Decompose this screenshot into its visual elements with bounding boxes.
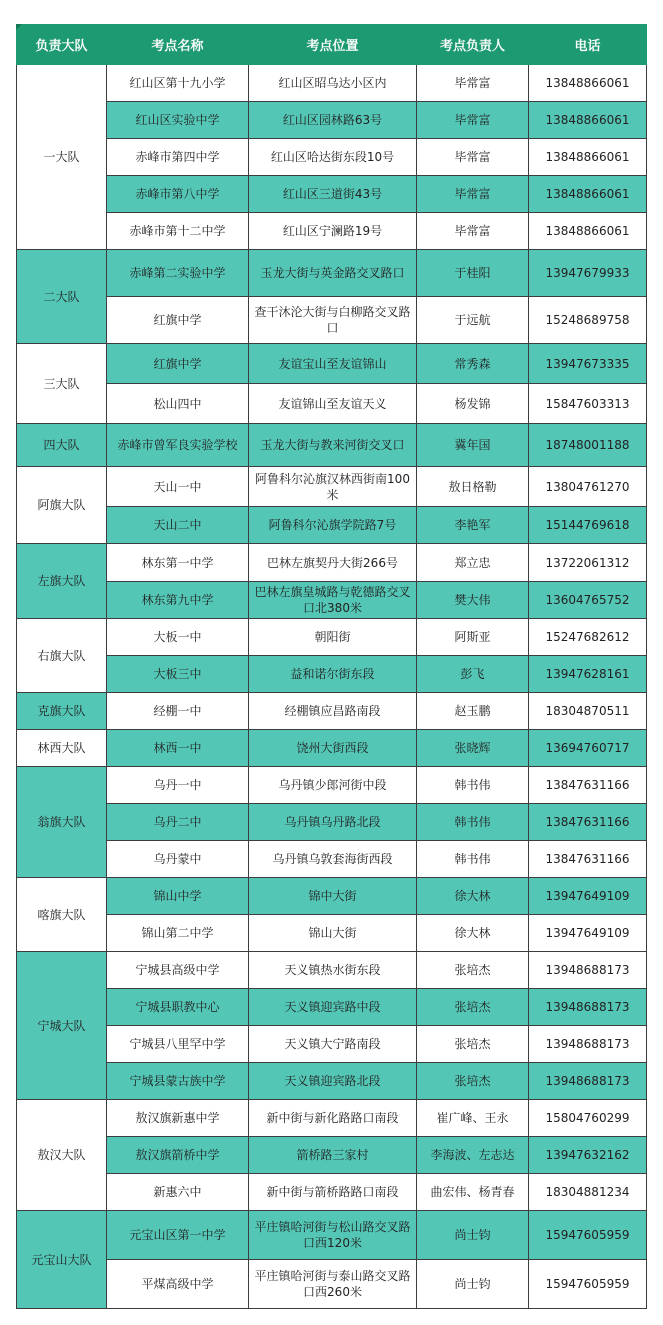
site-name-cell: 宁城县八里罕中学 xyxy=(107,1026,249,1063)
exam-site-table xyxy=(16,24,647,1309)
phone-cell: 13604765752 xyxy=(529,582,647,619)
site-manager-cell: 于桂阳 xyxy=(417,250,529,297)
phone-cell: 13948688173 xyxy=(529,1026,647,1063)
site-location-cell: 锦山大街 xyxy=(249,915,417,952)
phone-cell: 18304870511 xyxy=(529,693,647,730)
site-location-cell: 乌丹镇少郎河街中段 xyxy=(249,767,417,804)
site-location-cell: 红山区三道街43号 xyxy=(249,176,417,213)
site-name-cell: 宁城县高级中学 xyxy=(107,952,249,989)
site-manager-cell: 徐大林 xyxy=(417,878,529,915)
table-row xyxy=(17,544,647,582)
table-header xyxy=(17,25,647,65)
site-location-cell: 乌丹镇乌丹路北段 xyxy=(249,804,417,841)
phone-cell: 13947649109 xyxy=(529,915,647,952)
site-name-cell: 林西一中 xyxy=(107,730,249,767)
team-cell: 阿旗大队 xyxy=(17,467,107,544)
table-row xyxy=(17,1211,647,1260)
site-manager-cell: 冀年国 xyxy=(417,424,529,467)
site-location-cell: 友谊宝山至友谊锦山 xyxy=(249,344,417,384)
table-row xyxy=(17,730,647,767)
table-row xyxy=(17,176,647,213)
team-cell: 喀旗大队 xyxy=(17,878,107,952)
phone-cell: 13848866061 xyxy=(529,102,647,139)
site-manager-cell: 杨发锦 xyxy=(417,384,529,424)
phone-cell: 15804760299 xyxy=(529,1100,647,1137)
phone-cell: 13848866061 xyxy=(529,213,647,250)
site-name-cell: 红旗中学 xyxy=(107,297,249,344)
phone-cell: 13947673335 xyxy=(529,344,647,384)
team-cell: 克旗大队 xyxy=(17,693,107,730)
site-location-cell: 天义镇大宁路南段 xyxy=(249,1026,417,1063)
table-row xyxy=(17,424,647,467)
table-row xyxy=(17,139,647,176)
site-manager-cell: 李海波、左志达 xyxy=(417,1137,529,1174)
site-name-cell: 赤峰第二实验中学 xyxy=(107,250,249,297)
header-site-manager: 考点负责人 xyxy=(417,25,529,65)
table-row xyxy=(17,1137,647,1174)
header-site-name: 考点名称 xyxy=(107,25,249,65)
site-manager-cell: 张培杰 xyxy=(417,1063,529,1100)
team-cell: 左旗大队 xyxy=(17,544,107,619)
site-location-cell: 乌丹镇乌敦套海街西段 xyxy=(249,841,417,878)
site-location-cell: 平庄镇哈河街与松山路交叉路口西120米 xyxy=(249,1211,417,1260)
table-row xyxy=(17,1063,647,1100)
site-manager-cell: 赵玉鹏 xyxy=(417,693,529,730)
team-cell: 宁城大队 xyxy=(17,952,107,1100)
site-name-cell: 红旗中学 xyxy=(107,344,249,384)
phone-cell: 13948688173 xyxy=(529,952,647,989)
table-row xyxy=(17,1100,647,1137)
phone-cell: 13948688173 xyxy=(529,989,647,1026)
site-name-cell: 红山区第十九小学 xyxy=(107,65,249,102)
site-manager-cell: 徐大林 xyxy=(417,915,529,952)
cell-corner-marker xyxy=(16,24,22,30)
phone-cell: 13722061312 xyxy=(529,544,647,582)
team-cell: 三大队 xyxy=(17,344,107,424)
site-name-cell: 赤峰市第八中学 xyxy=(107,176,249,213)
site-name-cell: 平煤高级中学 xyxy=(107,1260,249,1309)
site-name-cell: 大板三中 xyxy=(107,656,249,693)
site-name-cell: 松山四中 xyxy=(107,384,249,424)
table-row xyxy=(17,915,647,952)
site-manager-cell: 张培杰 xyxy=(417,1026,529,1063)
site-location-cell: 阿鲁科尔沁旗汉林西街南100米 xyxy=(249,467,417,507)
table-row xyxy=(17,1260,647,1309)
header-phone: 电话 xyxy=(529,25,647,65)
site-location-cell: 玉龙大街与教来河街交叉口 xyxy=(249,424,417,467)
site-name-cell: 敖汉旗新惠中学 xyxy=(107,1100,249,1137)
site-location-cell: 友谊锦山至友谊天义 xyxy=(249,384,417,424)
site-name-cell: 新惠六中 xyxy=(107,1174,249,1211)
phone-cell: 13947628161 xyxy=(529,656,647,693)
phone-cell: 15947605959 xyxy=(529,1211,647,1260)
table-row xyxy=(17,65,647,102)
site-location-cell: 天义镇迎宾路中段 xyxy=(249,989,417,1026)
site-name-cell: 林东第九中学 xyxy=(107,582,249,619)
phone-cell: 15248689758 xyxy=(529,297,647,344)
table-row xyxy=(17,250,647,297)
table-row xyxy=(17,384,647,424)
table-row xyxy=(17,467,647,507)
site-name-cell: 天山二中 xyxy=(107,507,249,544)
site-name-cell: 锦山第二中学 xyxy=(107,915,249,952)
site-name-cell: 宁城县蒙古族中学 xyxy=(107,1063,249,1100)
site-location-cell: 红山区宁澜路19号 xyxy=(249,213,417,250)
phone-cell: 18304881234 xyxy=(529,1174,647,1211)
site-location-cell: 新中街与新化路路口南段 xyxy=(249,1100,417,1137)
site-manager-cell: 常秀森 xyxy=(417,344,529,384)
site-location-cell: 经棚镇应昌路南段 xyxy=(249,693,417,730)
site-manager-cell: 崔广峰、王永 xyxy=(417,1100,529,1137)
site-name-cell: 宁城县职教中心 xyxy=(107,989,249,1026)
phone-cell: 15947605959 xyxy=(529,1260,647,1309)
site-location-cell: 益和诺尔街东段 xyxy=(249,656,417,693)
table-row xyxy=(17,1174,647,1211)
site-location-cell: 巴林左旗皇城路与乾德路交叉口北380米 xyxy=(249,582,417,619)
site-name-cell: 赤峰市第四中学 xyxy=(107,139,249,176)
table-row xyxy=(17,582,647,619)
site-name-cell: 赤峰市曾军良实验学校 xyxy=(107,424,249,467)
table-row xyxy=(17,952,647,989)
site-manager-cell: 郑立忠 xyxy=(417,544,529,582)
site-name-cell: 大板一中 xyxy=(107,619,249,656)
site-manager-cell: 尚士钧 xyxy=(417,1260,529,1309)
site-location-cell: 红山区昭乌达小区内 xyxy=(249,65,417,102)
site-name-cell: 赤峰市第十二中学 xyxy=(107,213,249,250)
table-row xyxy=(17,841,647,878)
site-location-cell: 饶州大街西段 xyxy=(249,730,417,767)
site-manager-cell: 李艳军 xyxy=(417,507,529,544)
phone-cell: 15847603313 xyxy=(529,384,647,424)
site-location-cell: 朝阳街 xyxy=(249,619,417,656)
site-manager-cell: 于远航 xyxy=(417,297,529,344)
site-name-cell: 元宝山区第一中学 xyxy=(107,1211,249,1260)
site-manager-cell: 韩书伟 xyxy=(417,767,529,804)
site-location-cell: 天义镇迎宾路北段 xyxy=(249,1063,417,1100)
phone-cell: 13948688173 xyxy=(529,1063,647,1100)
site-name-cell: 天山一中 xyxy=(107,467,249,507)
table-row xyxy=(17,767,647,804)
table-row xyxy=(17,878,647,915)
team-cell: 翁旗大队 xyxy=(17,767,107,878)
site-name-cell: 乌丹一中 xyxy=(107,767,249,804)
table-row xyxy=(17,693,647,730)
site-name-cell: 锦山中学 xyxy=(107,878,249,915)
site-name-cell: 乌丹蒙中 xyxy=(107,841,249,878)
site-location-cell: 玉龙大街与英金路交叉路口 xyxy=(249,250,417,297)
site-manager-cell: 毕常富 xyxy=(417,176,529,213)
phone-cell: 13848866061 xyxy=(529,65,647,102)
team-cell: 一大队 xyxy=(17,65,107,250)
site-name-cell: 敖汉旗箭桥中学 xyxy=(107,1137,249,1174)
site-manager-cell: 樊大伟 xyxy=(417,582,529,619)
header-row xyxy=(17,25,647,65)
table-row xyxy=(17,344,647,384)
site-location-cell: 天义镇热水街东段 xyxy=(249,952,417,989)
site-manager-cell: 毕常富 xyxy=(417,65,529,102)
team-cell: 林西大队 xyxy=(17,730,107,767)
table-row xyxy=(17,656,647,693)
site-location-cell: 阿鲁科尔沁旗学院路7号 xyxy=(249,507,417,544)
site-name-cell: 乌丹二中 xyxy=(107,804,249,841)
table-row xyxy=(17,297,647,344)
team-cell: 四大队 xyxy=(17,424,107,467)
phone-cell: 13694760717 xyxy=(529,730,647,767)
table-row xyxy=(17,989,647,1026)
table-row xyxy=(17,804,647,841)
phone-cell: 15247682612 xyxy=(529,619,647,656)
site-manager-cell: 韩书伟 xyxy=(417,804,529,841)
header-site-location: 考点位置 xyxy=(249,25,417,65)
team-cell: 元宝山大队 xyxy=(17,1211,107,1309)
phone-cell: 13947679933 xyxy=(529,250,647,297)
site-manager-cell: 毕常富 xyxy=(417,102,529,139)
phone-cell: 13847631166 xyxy=(529,767,647,804)
team-cell: 敖汉大队 xyxy=(17,1100,107,1211)
site-location-cell: 新中街与箭桥路路口南段 xyxy=(249,1174,417,1211)
site-location-cell: 巴林左旗契丹大街266号 xyxy=(249,544,417,582)
site-location-cell: 查干沐沦大街与白柳路交叉路口 xyxy=(249,297,417,344)
phone-cell: 15144769618 xyxy=(529,507,647,544)
site-location-cell: 红山区哈达街东段10号 xyxy=(249,139,417,176)
site-name-cell: 林东第一中学 xyxy=(107,544,249,582)
phone-cell: 13804761270 xyxy=(529,467,647,507)
table-body xyxy=(17,65,647,1309)
phone-cell: 18748001188 xyxy=(529,424,647,467)
site-manager-cell: 韩书伟 xyxy=(417,841,529,878)
table-row xyxy=(17,1026,647,1063)
team-cell: 右旗大队 xyxy=(17,619,107,693)
header-team: 负责大队 xyxy=(17,25,107,65)
site-name-cell: 经棚一中 xyxy=(107,693,249,730)
phone-cell: 13848866061 xyxy=(529,176,647,213)
site-manager-cell: 张培杰 xyxy=(417,989,529,1026)
phone-cell: 13947649109 xyxy=(529,878,647,915)
site-manager-cell: 尚士钧 xyxy=(417,1211,529,1260)
table-row xyxy=(17,102,647,139)
site-manager-cell: 张晓辉 xyxy=(417,730,529,767)
site-manager-cell: 曲宏伟、杨青春 xyxy=(417,1174,529,1211)
table-row xyxy=(17,213,647,250)
phone-cell: 13947632162 xyxy=(529,1137,647,1174)
site-manager-cell: 阿斯亚 xyxy=(417,619,529,656)
site-manager-cell: 张培杰 xyxy=(417,952,529,989)
site-manager-cell: 彭飞 xyxy=(417,656,529,693)
site-manager-cell: 敖日格勒 xyxy=(417,467,529,507)
site-manager-cell: 毕常富 xyxy=(417,213,529,250)
table-row xyxy=(17,619,647,656)
site-location-cell: 锦中大街 xyxy=(249,878,417,915)
exam-site-table-container xyxy=(16,24,646,1309)
site-location-cell: 红山区园林路63号 xyxy=(249,102,417,139)
table-row xyxy=(17,507,647,544)
phone-cell: 13847631166 xyxy=(529,841,647,878)
site-name-cell: 红山区实验中学 xyxy=(107,102,249,139)
site-location-cell: 平庄镇哈河街与泰山路交叉路口西260米 xyxy=(249,1260,417,1309)
site-location-cell: 箭桥路三家村 xyxy=(249,1137,417,1174)
phone-cell: 13847631166 xyxy=(529,804,647,841)
phone-cell: 13848866061 xyxy=(529,139,647,176)
site-manager-cell: 毕常富 xyxy=(417,139,529,176)
team-cell: 二大队 xyxy=(17,250,107,344)
